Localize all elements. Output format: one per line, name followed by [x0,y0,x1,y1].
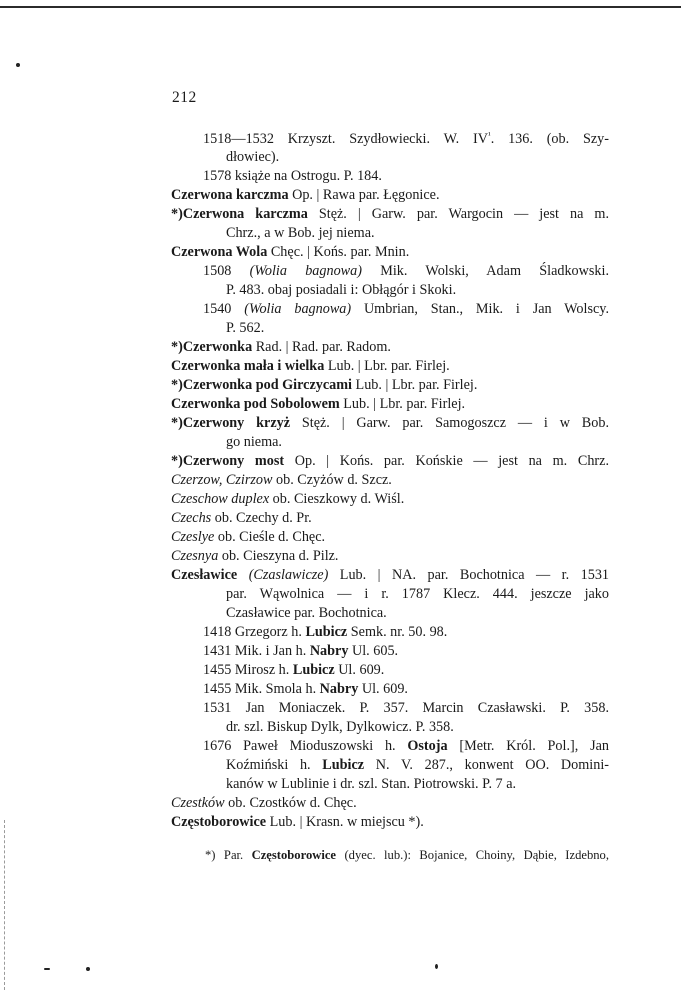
bold-entry: Czerwonka pod Sobolowem [171,396,340,412]
text-span: Op. | Końs. par. Końskie — jest na m. Chrz. [284,453,609,469]
bold-entry: Czerwona Wola [171,244,268,260]
ink-speck [86,967,90,971]
text-line [171,244,409,261]
text-line [226,149,279,166]
text-line [171,396,465,413]
text-line [226,434,282,451]
text-line [171,529,325,546]
text-span: Lub. | Lbr. par. Firlej. [324,358,450,374]
text-line [171,472,392,489]
text-span: 1431 Mik. i Jan h. [203,643,310,659]
text-span: Czasławice par. Bochotnica. [226,605,387,621]
italic-entry: Czerzow, Czirzow [171,472,273,488]
bold-entry: Lubicz [322,757,365,773]
text-span: Mik. Wolski, Adam Śladkowski. [361,263,610,279]
text-span: dłowiec). [226,149,280,165]
ink-speck [435,964,438,969]
text-span: Rad. | Rad. par. Radom. [252,339,391,355]
text-span: ob. Czostków d. Chęc. [224,795,357,811]
text-span: 1455 Mik. Smola h. [203,681,320,697]
bold-entry: *)Czerwonka pod Girczycami [171,377,352,393]
text-span: kanów w Lublinie i dr. szl. Stan. Piotrowski. P. 7 a. [226,776,517,792]
text-span: P. 562. [226,320,265,336]
text-span: 1418 Grzegorz h. [203,624,306,640]
text-line [203,700,609,717]
text-line [171,814,424,831]
text-line [203,643,398,660]
text-span: *) Par. [205,848,252,862]
text-line [171,377,477,394]
text-span: 1540 [203,301,245,317]
text-span: 1518—1532 Krzyszt. Szydłowiecki. W. IV [203,131,488,147]
text-line [171,453,609,470]
text-line [203,738,609,755]
text-line [226,776,516,793]
bold-entry: *)Czerwony krzyż [171,415,291,431]
text-line [203,263,609,280]
bold-entry: Częstoborowice [251,848,337,862]
text-span: Ul. 605. [348,643,399,659]
bold-entry: Ostoja [407,738,448,754]
bold-entry: Czerwonka mała i wielka [171,358,325,374]
italic-entry: Czeslye [171,529,215,545]
text-span: dr. szl. Biskup Dylk, Dylkowicz. P. 358. [226,719,454,735]
page-number: 212 [172,89,197,106]
text-line [203,301,609,318]
text-line [226,282,456,299]
text-span: [Metr. Król. Pol.], Jan [447,738,609,754]
text-line [171,795,357,812]
text-line [226,320,264,337]
italic-entry: (Wolia bagnowa) [244,301,352,317]
bold-entry: Nabry [319,681,359,697]
bold-entry: Czesławice [171,567,238,583]
text-span: (dyec. lub.): Bojanice, Choiny, Dąbie, Izdebno, [336,848,609,862]
italic-entry: (Wolia bagnowa) [249,263,362,279]
text-line [203,662,384,679]
text-span: Ul. 609. [358,681,408,697]
text-span: Chrz., a w Bob. jej niema. [226,225,375,241]
text-span: . 136. (ob. Szy- [490,131,609,147]
ink-speck [16,63,20,67]
italic-entry: (Czaslawicze) [248,567,329,583]
text-span: ob. Czyżów d. Szcz. [272,472,392,488]
text-span: 1531 Jan Moniaczek. P. 357. Marcin Czasławski. P. 358. [203,700,609,716]
bold-entry: Lubicz [292,662,335,678]
text-line [171,415,609,432]
text-span: ob. Cieszkowy d. Wiśl. [269,491,405,507]
text-line [203,168,382,185]
text-line [203,681,408,698]
text-span: go niema. [226,434,282,450]
text-span: par. Wąwolnica — i r. 1787 Klecz. 444. jeszcze jako [226,586,609,602]
bold-entry: Czerwona karczma [171,187,289,203]
text-span: 1508 [203,263,250,279]
text-line [171,339,391,356]
text-line [171,206,609,223]
text-span: Lub. | Lbr. par. Firlej. [352,377,478,393]
italic-entry: Czestków [171,795,225,811]
text-span: Lub. | NA. par. Bochotnica — r. 1531 [328,567,610,583]
ink-speck [44,968,50,970]
italic-entry: Czesnya [171,548,219,564]
italic-entry: Czeschow duplex [171,491,270,507]
text-line [171,510,312,527]
text-span: N. V. 287., konwent OO. Domini- [364,757,610,773]
text-span: Koźmiński h. [226,757,323,773]
text-line [203,130,609,148]
text-line [203,624,447,641]
text-line [171,567,609,584]
page-edge-mark [4,820,6,990]
text-span: Umbrian, Stan., Mik. i Jan Wolscy. [351,301,610,317]
text-line [226,605,387,622]
text-span: Semk. nr. 50. 98. [347,624,448,640]
text-span [237,567,249,583]
footnote [205,848,609,863]
text-span: ob. Czechy d. Pr. [211,510,312,526]
text-span: Ul. 609. [334,662,385,678]
text-line [171,358,450,375]
text-span: Op. | Rawa par. Łęgonice. [288,187,440,203]
text-line [226,757,609,774]
text-span: Lub. | Lbr. par. Firlej. [339,396,466,412]
text-span: ob. Cieszyna d. Pilz. [218,548,339,564]
text-span: Stęż. | Garw. par. Samogoszcz — i w Bob. [290,415,609,431]
text-span: 1676 Paweł Mioduszowski h. [203,738,408,754]
top-rule [0,6,681,8]
bold-entry: Nabry [309,643,349,659]
text-span: Lub. | Krasn. w miejscu *). [266,814,424,830]
text-line [226,225,375,242]
text-span: 1578 książe na Ostrogu. P. 184. [203,168,382,184]
text-line [171,491,404,508]
bold-entry: *)Czerwony most [171,453,285,469]
text-line [171,187,440,204]
text-span: 1455 Mirosz h. [203,662,293,678]
bold-entry: Lubicz [305,624,348,640]
text-span: P. 483. obaj posiadali i: Obłągór i Skoki. [226,282,457,298]
bold-entry: *)Czerwona karczma [171,206,308,222]
bold-entry: *)Czerwonka [171,339,253,355]
text-span: Stęż. | Garw. par. Wargocin — jest na m. [307,206,610,222]
bold-entry: Częstoborowice [171,814,267,830]
text-span: ob. Cieśle d. Chęc. [214,529,326,545]
text-span: Chęc. | Końs. par. Mnin. [267,244,410,260]
italic-entry: Czechs [171,510,212,526]
text-span: ¹ [488,130,491,140]
text-line [171,548,338,565]
text-line [226,719,454,736]
text-line [226,586,609,603]
